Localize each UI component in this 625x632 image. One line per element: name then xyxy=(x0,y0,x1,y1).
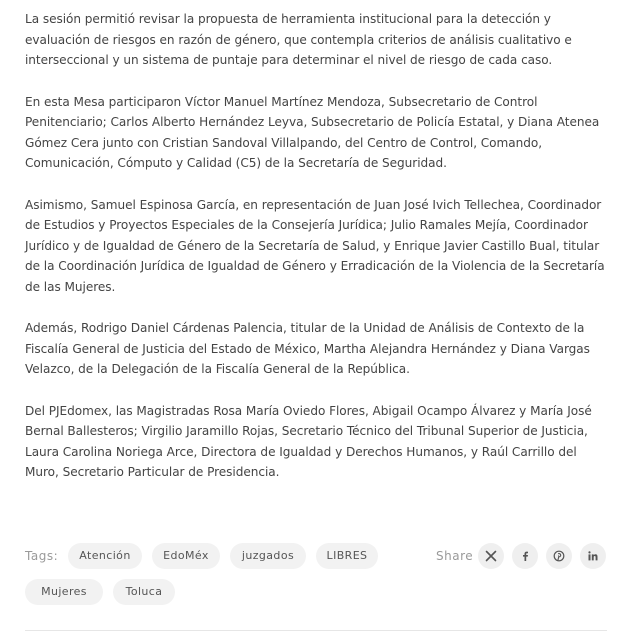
share-linkedin-button[interactable] xyxy=(580,543,606,569)
linkedin-icon xyxy=(587,550,599,562)
share-pinterest-button[interactable] xyxy=(546,543,572,569)
share-label: Share xyxy=(436,549,474,563)
tags-label: Tags: xyxy=(25,549,59,563)
tag-toluca[interactable]: Toluca xyxy=(113,579,175,605)
article-paragraph: Del PJEdomex, las Magistradas Rosa María Oviedo Flores, Abigail Ocampo Álvarez y María José Bernal Ballesteros; Virgilio Jaramillo Rojas, Secretario Técnico del Tribunal Superior de Justicia, Laura Carolina Noriega Arce, Directora de Igualdad y Derechos Humanos, y Raúl Carrillo del Muro, Secretario Particular de Presidencia. xyxy=(25,403,592,479)
tag-atencion[interactable]: Atención xyxy=(68,543,142,569)
pinterest-icon xyxy=(553,550,565,562)
tag-mujeres[interactable]: Mujeres xyxy=(25,579,103,605)
facebook-icon xyxy=(519,550,531,562)
x-icon xyxy=(485,550,497,562)
tag-juzgados[interactable]: juzgados xyxy=(230,543,306,569)
tag-edomex[interactable]: EdoMéx xyxy=(152,543,220,569)
article-paragraph: En esta Mesa participaron Víctor Manuel Martínez Mendoza, Subsecretario de Control Penitenciario; Carlos Alberto Hernández Leyva, Subsecretario de Policía Estatal, y Diana Atenea Gómez Cera junto con Cristian Sandoval Villalpando, del Centro de Control, Comando, Comunicación, Cómputo y Calidad (C5) de la Secretaría de Seguridad. xyxy=(25,94,600,170)
share-x-button[interactable] xyxy=(478,543,504,569)
share-facebook-button[interactable] xyxy=(512,543,538,569)
article-body xyxy=(25,9,608,504)
article-paragraph: Además, Rodrigo Daniel Cárdenas Palencia, titular de la Unidad de Análisis de Contexto de la Fiscalía General de Justicia del Estado de México, Martha Alejandra Hernández y Diana Vargas Velazco, de la Delegación de la Fiscalía General de la República. xyxy=(25,321,590,376)
article-paragraph: La sesión permitió revisar la propuesta de herramienta institucional para la detección y evaluación de riesgos en razón de género, que contempla criterios de análisis cualitativo e interseccional y un sistema de puntaje para determinar el nivel de riesgo de cada caso. xyxy=(25,12,572,67)
tag-libres[interactable]: LIBRES xyxy=(316,543,378,569)
article-paragraph: Asimismo, Samuel Espinosa García, en representación de Juan José Ivich Tellechea, Coordinador de Estudios y Proyectos Especiales de la Consejería Jurídica; Julio Ramales Mejía, Coordinador Jurídico y de Igualdad de Género de la Secretaría de Salud, y Enrique Javier Castillo Bual, titular de la Coordinación Jurídica de Igualdad de Género y Erradicación de la Violencia de la Secretaría de las Mujeres. xyxy=(25,197,605,294)
footer-divider xyxy=(25,630,607,631)
